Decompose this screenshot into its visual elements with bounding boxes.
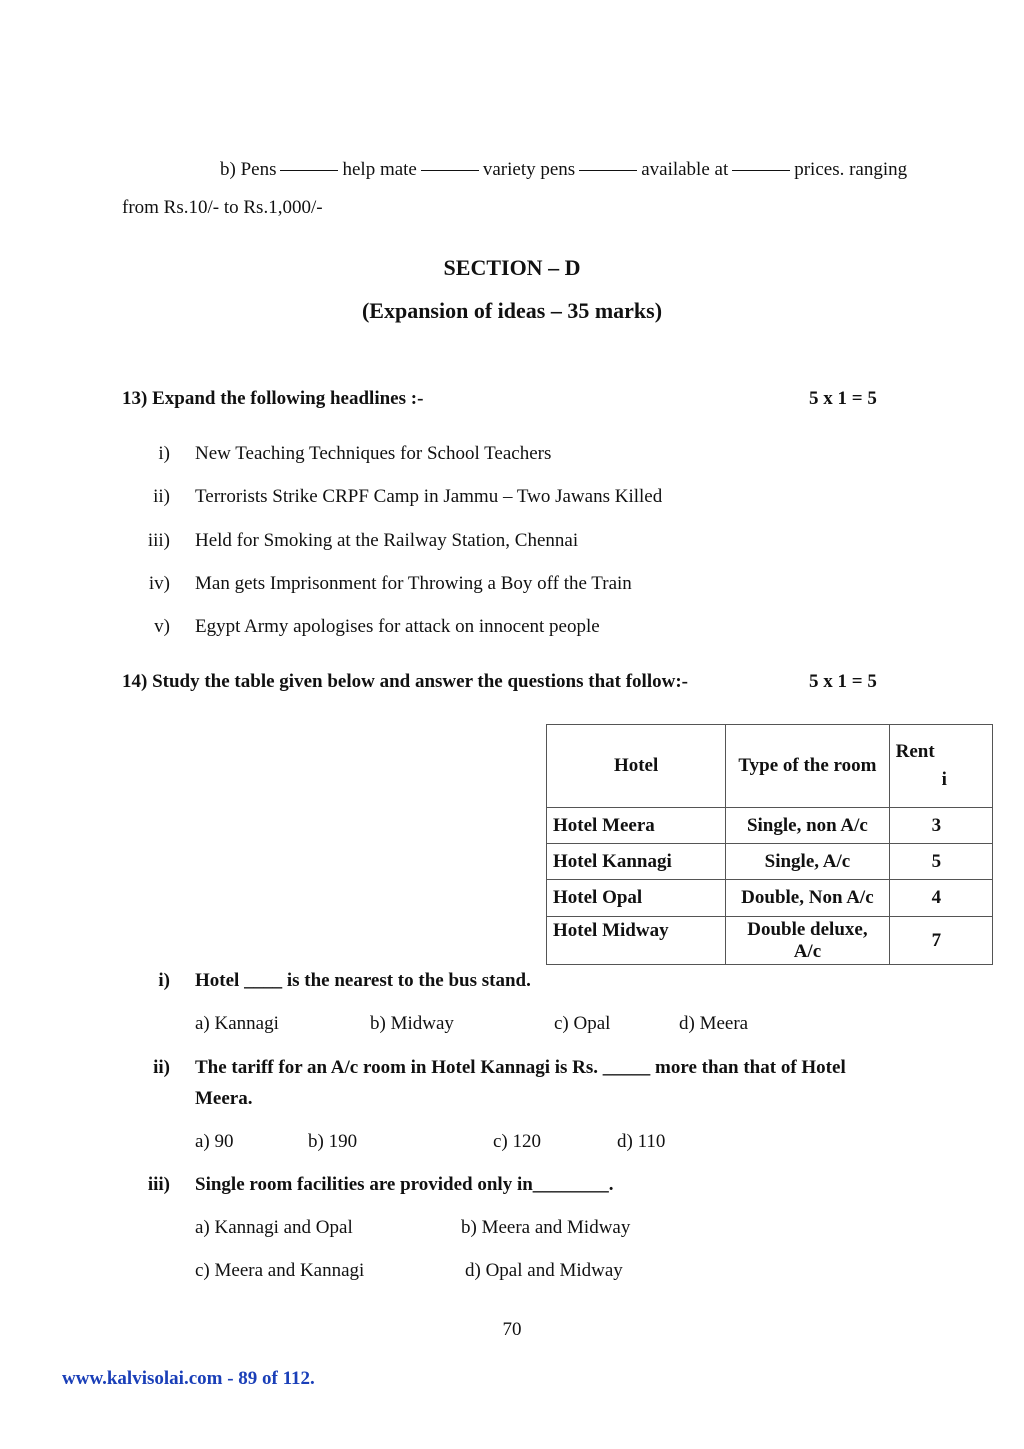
option: b) Meera and Midway [461, 1217, 631, 1238]
q13-item-num: v) [154, 616, 170, 637]
header-rent-line2: i [941, 769, 947, 790]
cell-room-type: Single, non A/c [726, 808, 889, 844]
q14-question-text: The tariff for an A/c room in Hotel Kannagi is Rs. _____ more than that of Hotel [195, 1057, 846, 1078]
table-row [547, 880, 993, 917]
header-rent-line1: Rent [895, 741, 935, 762]
table-row [547, 808, 993, 844]
option: c) Meera and Kannagi [195, 1260, 365, 1281]
section-title: SECTION – D [443, 255, 581, 280]
cell-room-type: Single, A/c [726, 844, 889, 880]
cell-rent: 5 [889, 844, 992, 880]
q13-item-num: ii) [153, 486, 170, 507]
header-room-type: Type of the room [726, 725, 889, 808]
q13-prompt: 13) Expand the following headlines :- [122, 388, 424, 409]
q14-prompt: 14) Study the table given below and answer the questions that follow:- [122, 671, 688, 692]
q13-marks: 5 x 1 = 5 [809, 388, 877, 409]
q13-item-text: New Teaching Techniques for School Teachers [195, 443, 552, 464]
header-hotel: Hotel [547, 725, 726, 808]
q14-question-num: iii) [147, 1174, 170, 1195]
section-subtitle: (Expansion of ideas – 35 marks) [361, 298, 663, 323]
q13-item-num: iv) [148, 573, 170, 594]
cell-room-type: Double, Non A/c [726, 880, 889, 917]
q13-item-text: Egypt Army apologises for attack on innocent people [195, 616, 600, 637]
q13-item-num: i) [158, 443, 170, 464]
fill-in-prefix: b) Pens [220, 159, 277, 180]
cell-hotel: Hotel Midway [547, 917, 726, 965]
page-number: 70 [502, 1319, 522, 1340]
q13-item-text: Terrorists Strike CRPF Camp in Jammu – Two Jawans Killed [195, 486, 663, 507]
option: b) 190 [308, 1131, 358, 1152]
option: c) Opal [554, 1013, 611, 1034]
cell-hotel: Hotel Meera [547, 808, 726, 844]
table-row [547, 844, 993, 880]
cell-hotel: Hotel Opal [547, 880, 726, 917]
q13-item-text: Held for Smoking at the Railway Station, Chennai [195, 530, 579, 551]
footer-link[interactable]: www.kalvisolai.com - 89 of 112. [62, 1368, 315, 1389]
cell-rent: 4 [889, 880, 992, 917]
q13-item-text: Man gets Imprisonment for Throwing a Boy off the Train [195, 573, 632, 594]
cell-room-type: Double deluxe, A/c [726, 917, 889, 965]
fill-in-word: prices. ranging [794, 159, 908, 180]
q14-question-text: Hotel ____ is the nearest to the bus stand. [195, 970, 531, 991]
table-header-row [547, 725, 993, 808]
q14-question-text: Single room facilities are provided only in________. [195, 1174, 614, 1195]
q14-question-text-cont: Meera. [195, 1088, 253, 1109]
option: d) Meera [679, 1013, 749, 1034]
hotel-table [546, 724, 993, 965]
q14-question-num: i) [158, 970, 170, 991]
option: d) 110 [617, 1131, 666, 1152]
table-row [547, 917, 993, 965]
option: a) 90 [195, 1131, 234, 1152]
cell-rent: 7 [889, 917, 992, 965]
q14-marks: 5 x 1 = 5 [809, 671, 877, 692]
q13-item-num: iii) [147, 530, 170, 551]
option: c) 120 [493, 1131, 542, 1152]
fill-in-word: variety pens [482, 159, 576, 180]
fill-in-word: available at [641, 159, 729, 180]
header-rent [889, 725, 992, 808]
cell-rent: 3 [889, 808, 992, 844]
option: a) Kannagi [195, 1013, 279, 1034]
option: a) Kannagi and Opal [195, 1217, 353, 1238]
cell-hotel: Hotel Kannagi [547, 844, 726, 880]
fill-in-word: help mate [342, 159, 417, 180]
fill-in-line-2: from Rs.10/- to Rs.1,000/- [122, 197, 323, 218]
option: b) Midway [370, 1013, 454, 1034]
option: d) Opal and Midway [465, 1260, 623, 1281]
q14-question-num: ii) [153, 1057, 170, 1078]
